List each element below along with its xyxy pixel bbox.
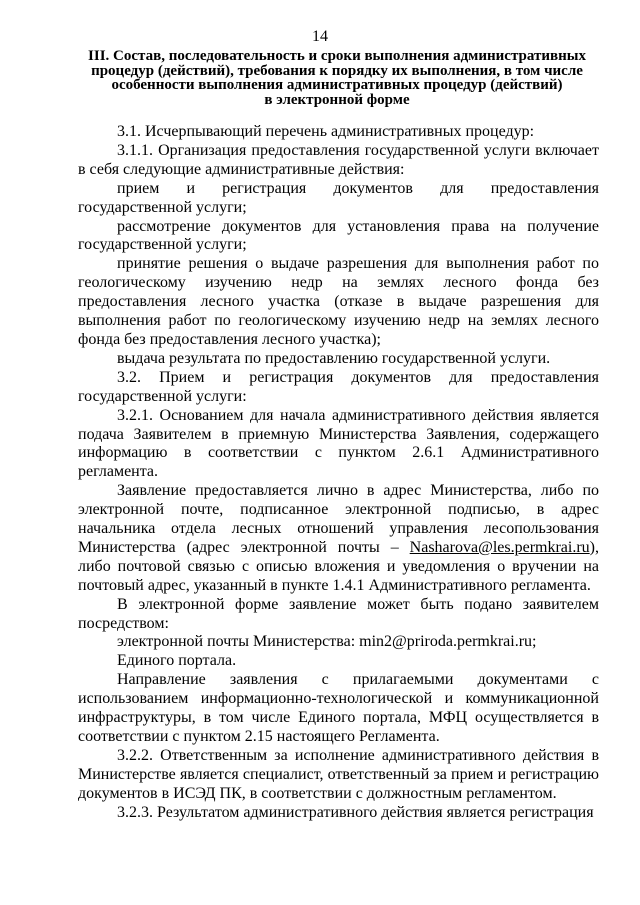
application-text-before: Заявление предоставляется лично в адрес Министерства, либо по электронной почте, подписанное электронной подписью, в адрес начальника отдела лесных отношений управления лесопользования Министерства (адрес электронной почты – [78,482,599,556]
page-number: 14 [312,28,328,45]
heading-line: в электронной форме [264,91,410,108]
heading-line: особенности выполнения административных процедур (действий) [111,77,563,93]
paragraph-3-2-3: 3.2.3. Результатом административного действия является регистрация [117,803,594,821]
paragraph-3-2: 3.2. Прием и регистрация документов для предоставления государственной услуги: [78,368,599,405]
paragraph-3-2-2: 3.2.2. Ответственным за исполнение административного действия в Министерстве является специалист, ответственный за прием и регистрацию документов в ИСЭД ПК, в соответствии с должностным регламентом. [78,746,599,802]
list-item-review: рассмотрение документов для установления права на получение государственной услуги; [78,217,599,254]
application-text-after: ), либо почтовой связью с описью вложения и уведомления о вручении на почтовый адрес, указанный в пункте 1.4.1 Административного регламента. [78,538,599,594]
paragraph-3-2-1: 3.2.1. Основанием для начала административного действия является подача Заявителем в приемную Министерства Заявления, содержащего информацию в соответствии с пунктом 2.6.1 Административного регламента. [78,406,599,481]
email-link[interactable]: Nasharova@les.permkrai.ru [409,538,590,556]
paragraph-3-1-1: 3.1.1. Организация предоставления государственной услуги включает в себя следующие административные действия: [78,141,599,178]
paragraph-direction: Направление заявления с прилагаемыми документами с использованием информационно-технологической и коммуникационной инфраструктуры, в том числе Единого портала, МФЦ осуществляется в соответствии с пунктом 2.15 настоящего Регламента. [78,671,599,745]
list-item-decision: принятие решения о выдаче разрешения для выполнения работ по геологическому изучению недр на землях лесного фонда без предоставления лесного участка (отказе в выдаче разрешения для выполнения работ по геологическому изучению недр на землях лесного фонда без предоставления лесного участка); [78,255,599,348]
paragraph-3-1: 3.1. Исчерпывающий перечень административных процедур: [117,123,535,140]
list-item-ministry-email: электронной почты Министерства: min2@priroda.permkrai.ru; [117,633,537,651]
heading-line: III. Состав, последовательность и сроки выполнения административных [88,48,586,64]
list-item-unified-portal: Единого портала. [117,652,237,670]
paragraph-electronic-form: В электронной форме заявление может быть подано заявителем посредством: [78,595,599,632]
list-item-issue: выдача результата по предоставлению государственной услуги. [117,349,551,367]
paragraph-application-submission [78,482,599,595]
document-body [78,123,599,823]
list-item-reception: прием и регистрация документов для предоставления государственной услуги; [78,179,599,216]
heading-line: процедур (действий), требования к порядку их выполнения, в том числе [91,62,583,79]
section-heading [74,49,600,107]
